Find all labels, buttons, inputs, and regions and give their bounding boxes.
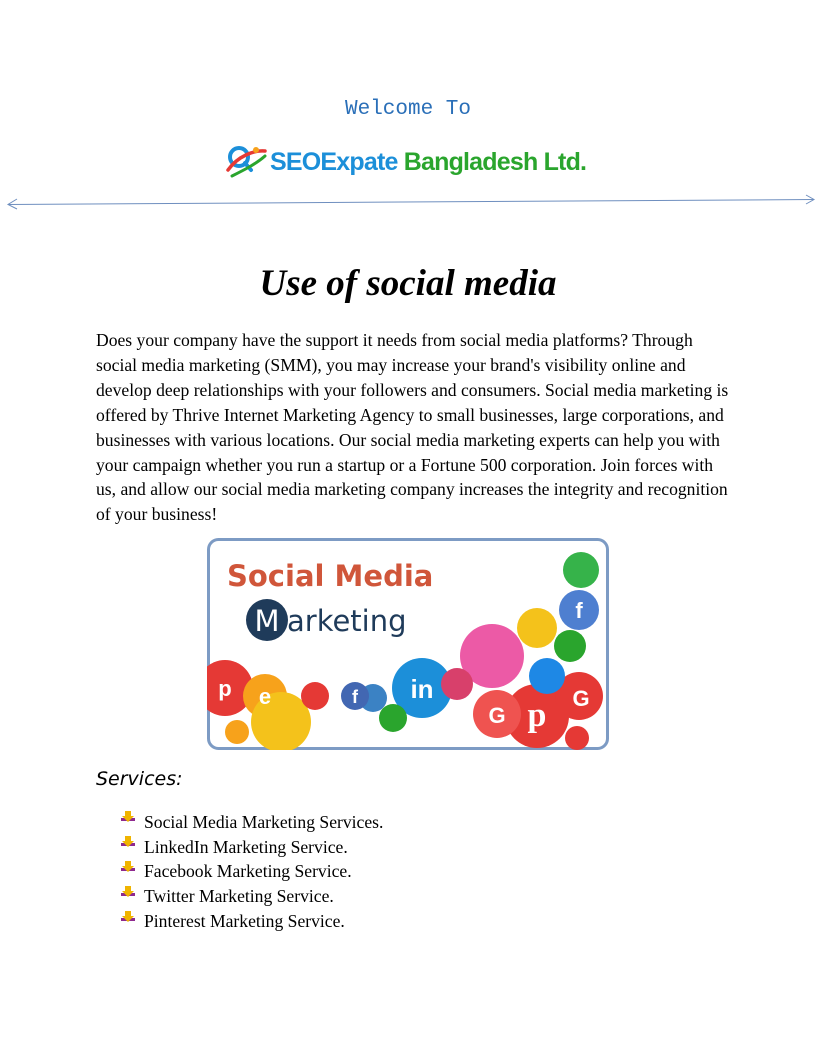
social-media-marketing-image: [207, 538, 609, 750]
svg-text:f: f: [352, 687, 358, 707]
arrow-down-bullet-icon: [120, 886, 136, 900]
hero-title-initial: M: [254, 604, 280, 638]
service-item-label: LinkedIn Marketing Service.: [144, 836, 348, 857]
list-item: [120, 860, 383, 885]
service-item-label: Pinterest Marketing Service.: [144, 911, 345, 932]
services-list: [120, 810, 383, 934]
services-heading: Services:: [96, 768, 183, 790]
svg-text:G: G: [488, 703, 506, 728]
service-item-label: Social Media Marketing Services.: [144, 811, 384, 832]
hero-title-line2: arketing: [287, 604, 407, 638]
svg-text:f: f: [575, 598, 583, 623]
company-logo: [224, 140, 594, 184]
hero-title-line1: Social Media: [227, 559, 434, 593]
logo-mark-icon: [224, 140, 268, 184]
arrow-down-bullet-icon: [120, 911, 136, 925]
svg-text:in: in: [410, 674, 434, 704]
svg-text:p: p: [218, 676, 232, 701]
page-title: Use of social media: [259, 263, 557, 304]
arrow-down-bullet-icon: [120, 861, 136, 875]
logo-text-seoexpate: SEOExpate: [270, 147, 398, 176]
svg-text:p: p: [527, 697, 547, 734]
arrow-down-bullet-icon: [120, 811, 136, 825]
list-item: [120, 810, 383, 835]
list-item: [120, 884, 383, 909]
intro-paragraph: Does your company have the support it needs from social media platforms? Through social media marketing (SMM), you may increase your brand's visibility online and develop deep relationships with your followers and consumers. Social media marketing is offered by Thrive Internet Marketing Agency to small businesses, large corporations, and businesses with various locations. Our social media marketing experts can help you with your campaign whether you run a startup or a Fortune 500 corporation. Join forces with us, and allow our social media marketing company increases the integrity and recognition of your business!: [96, 330, 729, 525]
logo-text-bangladesh: Bangladesh Ltd.: [403, 147, 587, 176]
service-item-label: Facebook Marketing Service.: [144, 861, 352, 882]
welcome-text: Welcome To: [344, 98, 472, 121]
arrow-down-bullet-icon: [120, 836, 136, 850]
svg-text:e: e: [258, 684, 272, 709]
svg-text:G: G: [572, 686, 590, 711]
double-arrow-divider: [0, 192, 816, 212]
list-item: [120, 835, 383, 860]
list-item: [120, 909, 383, 934]
service-item-label: Twitter Marketing Service.: [144, 886, 334, 907]
